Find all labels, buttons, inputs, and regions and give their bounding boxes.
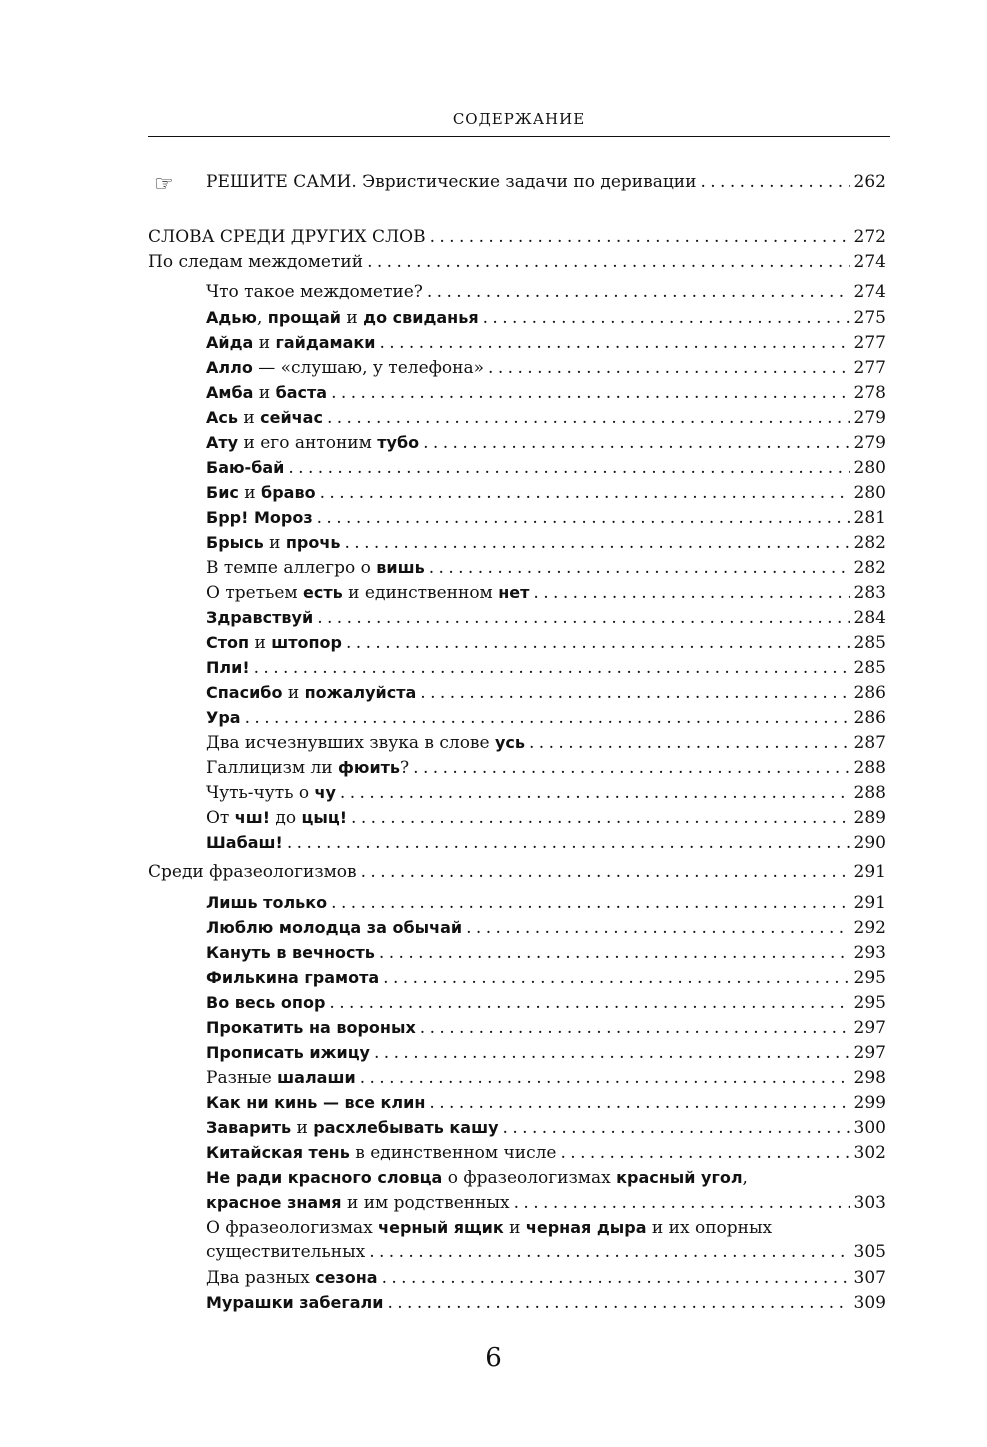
title-text: По следам междометий bbox=[148, 252, 364, 272]
bold-term: Ату bbox=[206, 433, 239, 452]
toc-entry[interactable] bbox=[148, 830, 886, 855]
toc-page-number: 297 bbox=[853, 1018, 886, 1038]
dot-leader bbox=[360, 1066, 850, 1091]
toc-page-number: 284 bbox=[853, 608, 886, 628]
toc-entry[interactable] bbox=[148, 430, 886, 455]
dot-leader bbox=[387, 1291, 849, 1316]
toc-page-number: 309 bbox=[853, 1293, 886, 1313]
toc-entry-title bbox=[206, 830, 283, 856]
toc-page-number: 285 bbox=[853, 658, 886, 678]
bold-term: Амба bbox=[206, 383, 254, 402]
toc-entry-title bbox=[206, 555, 425, 581]
dot-leader bbox=[287, 831, 850, 856]
dot-leader bbox=[514, 1191, 850, 1216]
toc-page-number: 288 bbox=[853, 783, 886, 803]
dot-leader bbox=[317, 606, 849, 631]
toc-entry[interactable] bbox=[148, 170, 886, 195]
toc-entry-title bbox=[206, 1040, 370, 1066]
dot-leader bbox=[488, 356, 850, 381]
dot-leader bbox=[379, 331, 849, 356]
toc-entry-title bbox=[206, 1165, 748, 1191]
dot-leader bbox=[327, 406, 850, 431]
toc-entry[interactable] bbox=[148, 680, 886, 705]
dot-leader bbox=[367, 250, 849, 275]
toc-entry-title bbox=[206, 1090, 425, 1116]
bold-term: Айда bbox=[206, 333, 254, 352]
bold-term: расхлебывать кашу bbox=[313, 1118, 499, 1137]
dot-leader bbox=[427, 280, 850, 305]
toc-entry-title bbox=[206, 805, 347, 831]
toc-entry[interactable] bbox=[148, 780, 886, 805]
toc-entry[interactable] bbox=[148, 480, 886, 505]
title-text: и bbox=[291, 1118, 314, 1138]
toc-page-number: 291 bbox=[853, 893, 886, 913]
toc-entry-title bbox=[206, 280, 423, 305]
toc-entry[interactable] bbox=[148, 1265, 886, 1290]
dot-leader bbox=[503, 1116, 850, 1141]
title-text: и их опорных bbox=[646, 1218, 773, 1238]
title-text: и bbox=[282, 683, 305, 703]
toc-entry[interactable] bbox=[148, 1040, 886, 1065]
toc-entry[interactable] bbox=[148, 1065, 886, 1090]
bold-term: пожалуйста bbox=[304, 683, 417, 702]
toc-entry[interactable] bbox=[148, 1165, 886, 1190]
title-text: От bbox=[206, 808, 235, 828]
bold-term: Лишь только bbox=[206, 893, 328, 912]
title-text: и bbox=[237, 408, 261, 428]
dot-leader bbox=[382, 1266, 850, 1291]
toc-entry[interactable] bbox=[148, 530, 886, 555]
dot-leader bbox=[560, 1141, 849, 1166]
bold-term: до свиданья bbox=[363, 308, 479, 327]
toc-page-number: 280 bbox=[853, 458, 886, 478]
bold-term: Баю-бай bbox=[206, 458, 285, 477]
bold-term: чш! bbox=[234, 808, 271, 827]
dot-leader bbox=[245, 706, 850, 731]
toc-entry-title bbox=[206, 170, 696, 195]
dot-leader bbox=[423, 431, 849, 456]
toc-entry[interactable] bbox=[148, 705, 886, 730]
dot-leader bbox=[254, 656, 850, 681]
toc-page-number: 277 bbox=[853, 358, 886, 378]
toc-entry[interactable] bbox=[148, 755, 886, 780]
toc-page-number: 278 bbox=[853, 383, 886, 403]
toc-entry-title bbox=[206, 730, 525, 756]
toc-entry[interactable] bbox=[148, 330, 886, 355]
bold-term: Пли! bbox=[206, 658, 250, 677]
dot-leader bbox=[379, 941, 850, 966]
toc-entry[interactable] bbox=[148, 605, 886, 630]
bold-term: Шабаш! bbox=[206, 833, 283, 852]
bold-term: шалаши bbox=[277, 1068, 356, 1087]
dot-leader bbox=[429, 1091, 849, 1116]
toc-page-number: 295 bbox=[853, 968, 886, 988]
toc-page-number: 298 bbox=[853, 1068, 886, 1088]
title-text: В темпе аллегро о bbox=[206, 558, 377, 578]
dot-leader bbox=[374, 1041, 850, 1066]
toc-entry[interactable] bbox=[148, 380, 886, 405]
toc-entry-title bbox=[206, 530, 340, 556]
toc-entry-title bbox=[206, 630, 342, 656]
toc-entry[interactable] bbox=[148, 915, 886, 940]
dot-leader bbox=[466, 916, 849, 941]
toc-page-number: 290 bbox=[853, 833, 886, 853]
toc-page-number: 300 bbox=[853, 1118, 886, 1138]
toc-page-number: 275 bbox=[853, 308, 886, 328]
dot-leader bbox=[420, 1016, 850, 1041]
toc-entry[interactable] bbox=[148, 1215, 886, 1240]
toc-page-number: 287 bbox=[853, 733, 886, 753]
toc-entry[interactable] bbox=[148, 455, 886, 480]
title-text: — «слушаю, у телефона» bbox=[252, 358, 485, 378]
toc-entry[interactable] bbox=[148, 1290, 886, 1315]
title-text: и bbox=[238, 483, 262, 503]
toc-entry-title bbox=[148, 250, 363, 275]
toc-entry-title bbox=[206, 605, 313, 631]
toc-entry-title bbox=[206, 890, 327, 916]
bold-term: Как ни кинь — все клин bbox=[206, 1093, 426, 1112]
bold-term: красное знамя bbox=[206, 1193, 342, 1212]
bold-term: Ура bbox=[206, 708, 241, 727]
title-text: и bbox=[253, 333, 276, 353]
bold-term: черный ящик bbox=[378, 1218, 504, 1237]
toc-entry[interactable] bbox=[148, 890, 886, 915]
bold-term: чу bbox=[314, 783, 336, 802]
dot-leader bbox=[320, 481, 850, 506]
title-text: и bbox=[249, 633, 272, 653]
toc-entry[interactable] bbox=[148, 1115, 886, 1140]
toc-page-number: 282 bbox=[853, 533, 886, 553]
title-text: в единственном числе bbox=[349, 1143, 557, 1163]
toc-page-number: 283 bbox=[853, 583, 886, 603]
dot-leader bbox=[429, 556, 850, 581]
toc-entry-title bbox=[206, 305, 479, 331]
bold-term: Китайская тень bbox=[206, 1143, 350, 1162]
bold-term: Адью bbox=[206, 308, 257, 327]
dot-leader bbox=[344, 531, 849, 556]
toc-page-number: 289 bbox=[853, 808, 886, 828]
title-text: Чуть-чуть о bbox=[206, 783, 315, 803]
toc-entry-title bbox=[206, 1015, 416, 1041]
toc-entry-title bbox=[206, 580, 529, 606]
bold-term: черная дыра bbox=[525, 1218, 647, 1237]
dot-leader bbox=[430, 225, 850, 250]
bold-term: штопор bbox=[271, 633, 342, 652]
dot-leader bbox=[329, 991, 849, 1016]
bold-term: есть bbox=[303, 583, 343, 602]
dot-leader bbox=[383, 966, 849, 991]
toc-entry-title bbox=[206, 380, 327, 406]
toc-entry-title bbox=[206, 915, 462, 941]
toc-entry-title bbox=[206, 755, 409, 781]
bold-term: Брысь bbox=[206, 533, 264, 552]
toc-page-number: 274 bbox=[853, 282, 886, 302]
toc-page-number: 297 bbox=[853, 1043, 886, 1063]
bold-term: тубо bbox=[377, 433, 420, 452]
title-text: , bbox=[742, 1168, 748, 1188]
toc-entry[interactable] bbox=[148, 580, 886, 605]
toc-page-number: 281 bbox=[853, 508, 886, 528]
toc-entry-title bbox=[206, 505, 313, 531]
toc-page-number: 277 bbox=[853, 333, 886, 353]
toc-page-number: 293 bbox=[853, 943, 886, 963]
toc-page-number: 280 bbox=[853, 483, 886, 503]
bold-term: Ась bbox=[206, 408, 238, 427]
toc-entry-title bbox=[206, 1190, 510, 1216]
toc-page-number: 299 bbox=[853, 1093, 886, 1113]
toc-entry-title bbox=[206, 480, 316, 506]
bold-term: цыц! bbox=[301, 808, 348, 827]
toc-entry[interactable] bbox=[148, 305, 886, 330]
bold-term: красный угол bbox=[616, 1168, 743, 1187]
header-rule bbox=[148, 136, 890, 137]
toc-entry-title bbox=[206, 1290, 383, 1316]
toc-page-number: 262 bbox=[853, 172, 886, 192]
toc-page-number: 282 bbox=[853, 558, 886, 578]
title-text: СЛОВА СРЕДИ ДРУГИХ СЛОВ bbox=[148, 227, 426, 247]
dot-leader bbox=[529, 731, 850, 756]
bold-term: усь bbox=[494, 733, 525, 752]
toc-entry[interactable] bbox=[148, 965, 886, 990]
title-text: до bbox=[270, 808, 302, 828]
pointing-hand-icon: ☞ bbox=[154, 172, 174, 197]
toc-entry-title bbox=[206, 655, 250, 681]
toc-entry-title bbox=[206, 1215, 772, 1241]
title-text: Разные bbox=[206, 1068, 278, 1088]
toc-entry-title bbox=[206, 705, 241, 731]
bold-term: Алло bbox=[206, 358, 253, 377]
bold-term: браво bbox=[261, 483, 316, 502]
bold-term: Мурашки забегали bbox=[206, 1293, 384, 1312]
toc-entry-title bbox=[206, 965, 379, 991]
toc-entry[interactable] bbox=[148, 225, 886, 250]
toc-page-number: 303 bbox=[853, 1193, 886, 1213]
bold-term: Во весь опор bbox=[206, 993, 326, 1012]
dot-leader bbox=[331, 891, 849, 916]
title-text: , bbox=[256, 308, 268, 328]
toc-page-number: 302 bbox=[853, 1143, 886, 1163]
toc-entry[interactable] bbox=[148, 1140, 886, 1165]
toc-entry-title bbox=[206, 990, 325, 1016]
dot-leader bbox=[361, 860, 850, 885]
toc-entry[interactable] bbox=[148, 250, 886, 275]
toc-entry[interactable] bbox=[148, 990, 886, 1015]
toc-entry-title bbox=[206, 780, 336, 806]
toc-entry[interactable] bbox=[148, 630, 886, 655]
title-text: существительных bbox=[206, 1242, 366, 1262]
title-text: и единственном bbox=[342, 583, 499, 603]
toc-page-number: 286 bbox=[853, 708, 886, 728]
bold-term: сезона bbox=[315, 1268, 378, 1287]
bold-term: Спасибо bbox=[206, 683, 283, 702]
dot-leader bbox=[288, 456, 849, 481]
dot-leader bbox=[346, 631, 850, 656]
bold-term: фюить bbox=[338, 758, 401, 777]
title-text: Среди фразеологизмов bbox=[148, 862, 357, 882]
dot-leader bbox=[331, 381, 849, 406]
running-header: СОДЕРЖАНИЕ bbox=[452, 110, 586, 128]
dot-leader bbox=[413, 756, 849, 781]
toc-entry[interactable] bbox=[148, 1090, 886, 1115]
toc-page-number: 274 bbox=[853, 252, 886, 272]
title-text: и его антоним bbox=[238, 433, 378, 453]
dot-leader bbox=[317, 506, 850, 531]
table-of-contents bbox=[148, 170, 886, 1315]
toc-page-number: 288 bbox=[853, 758, 886, 778]
bold-term: Бис bbox=[206, 483, 239, 502]
toc-page-number: 305 bbox=[853, 1242, 886, 1262]
dot-leader bbox=[420, 681, 849, 706]
page-number: 6 bbox=[485, 1343, 502, 1373]
title-text: и bbox=[253, 383, 276, 403]
toc-entry[interactable] bbox=[148, 730, 886, 755]
dot-leader bbox=[351, 806, 850, 831]
bold-term: Прокатить на вороных bbox=[206, 1018, 416, 1037]
title-text: о фразеологизмах bbox=[442, 1168, 617, 1188]
toc-entry-title bbox=[206, 355, 484, 381]
toc-entry-title bbox=[206, 940, 375, 966]
bold-term: Филькина грамота bbox=[206, 968, 380, 987]
bold-term: Кануть в вечность bbox=[206, 943, 375, 962]
title-text: и bbox=[263, 533, 286, 553]
toc-entry-title bbox=[206, 1115, 499, 1141]
toc-page-number: 291 bbox=[853, 862, 886, 882]
bold-term: Прописать ижицу bbox=[206, 1043, 370, 1062]
bold-term: Люблю молодца за обычай bbox=[206, 918, 463, 937]
toc-entry-title bbox=[206, 1240, 365, 1265]
title-text: Два разных bbox=[206, 1268, 316, 1288]
dot-leader bbox=[340, 781, 850, 806]
dot-leader bbox=[533, 581, 849, 606]
bold-term: прочь bbox=[285, 533, 341, 552]
title-text: и bbox=[341, 308, 364, 328]
toc-entry[interactable] bbox=[148, 1015, 886, 1040]
toc-entry[interactable] bbox=[148, 1190, 886, 1215]
toc-entry[interactable] bbox=[148, 860, 886, 885]
toc-entry-title bbox=[206, 330, 375, 356]
title-text: Что такое междометие? bbox=[206, 282, 423, 302]
toc-page-number: 272 bbox=[853, 227, 886, 247]
bold-term: прощай bbox=[267, 308, 341, 327]
toc-entry[interactable] bbox=[148, 280, 886, 305]
bold-term: Здравствуй bbox=[206, 608, 314, 627]
spacer bbox=[148, 195, 886, 225]
bold-term: нет bbox=[498, 583, 530, 602]
toc-entry[interactable] bbox=[148, 805, 886, 830]
title-text: РЕШИТЕ САМИ. Эвристические задачи по деривации bbox=[206, 172, 697, 192]
toc-entry-title bbox=[206, 455, 284, 481]
title-text: Два исчезнувших звука в слове bbox=[206, 733, 495, 753]
toc-page-number: 285 bbox=[853, 633, 886, 653]
toc-entry[interactable] bbox=[148, 355, 886, 380]
toc-entry[interactable] bbox=[148, 1240, 886, 1265]
toc-entry-title bbox=[206, 1065, 356, 1091]
title-text: О фразеологизмах bbox=[206, 1218, 379, 1238]
toc-entry[interactable] bbox=[148, 555, 886, 580]
bold-term: гайдамаки bbox=[275, 333, 376, 352]
toc-page-number: 307 bbox=[853, 1268, 886, 1288]
toc-entry-title bbox=[148, 225, 426, 250]
toc-entry-title bbox=[206, 1265, 378, 1291]
bold-term: вишь bbox=[376, 558, 425, 577]
toc-entry[interactable] bbox=[148, 940, 886, 965]
title-text: О третьем bbox=[206, 583, 304, 603]
title-text: и им родственных bbox=[341, 1193, 510, 1213]
title-text: и bbox=[503, 1218, 526, 1238]
toc-page-number: 286 bbox=[853, 683, 886, 703]
toc-entry[interactable] bbox=[148, 505, 886, 530]
bold-term: сейчас bbox=[260, 408, 323, 427]
bold-term: Заварить bbox=[206, 1118, 292, 1137]
toc-page-number: 295 bbox=[853, 993, 886, 1013]
dot-leader bbox=[369, 1240, 849, 1265]
toc-entry[interactable] bbox=[148, 655, 886, 680]
bold-term: Брр! Мороз bbox=[206, 508, 313, 527]
toc-entry[interactable] bbox=[148, 405, 886, 430]
toc-entry-title bbox=[206, 405, 323, 431]
toc-entry-title bbox=[206, 1140, 556, 1166]
toc-entry-title bbox=[148, 860, 357, 885]
bold-term: Не ради красного словца bbox=[206, 1168, 443, 1187]
toc-entry-title bbox=[206, 680, 416, 706]
bold-term: Стоп bbox=[206, 633, 250, 652]
toc-page-number: 279 bbox=[853, 408, 886, 428]
toc-entry-title bbox=[206, 430, 419, 456]
toc-page-number: 279 bbox=[853, 433, 886, 453]
title-text: ? bbox=[400, 758, 410, 778]
dot-leader bbox=[700, 170, 849, 195]
title-text: Галлицизм ли bbox=[206, 758, 339, 778]
dot-leader bbox=[483, 306, 850, 331]
bold-term: баста bbox=[275, 383, 328, 402]
toc-page-number: 292 bbox=[853, 918, 886, 938]
